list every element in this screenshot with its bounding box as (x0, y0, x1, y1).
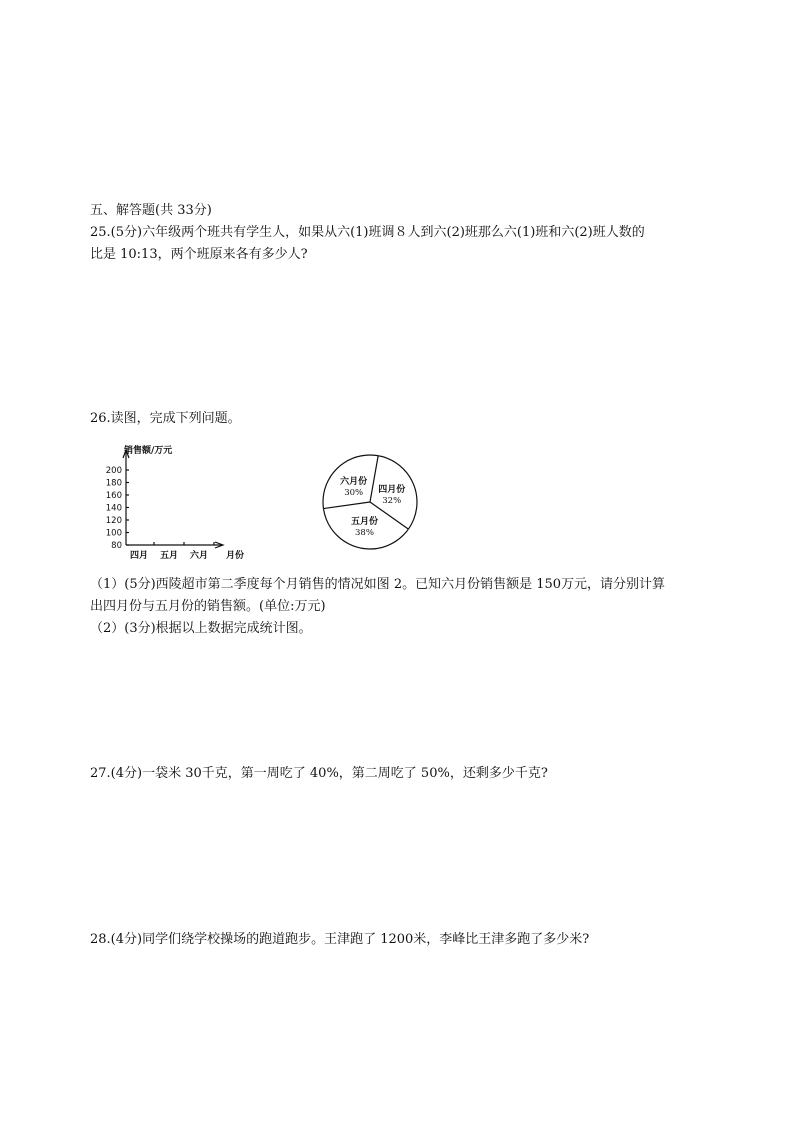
pie-slice-value: 32% (382, 496, 402, 507)
y-tick-label: 120 (105, 516, 122, 526)
question-27: 27.(4分)一袋米 30千克，第一周吃了 40%，第二周吃了 50%，还剩多少千克? (90, 766, 548, 781)
pie-slice-label: 六月份 (340, 477, 368, 488)
bar-chart-ylabel: 销售额/万元 (124, 446, 173, 456)
question-25-line-1: 25.(5分)六年级两个班共有学生人，如果从六(1)班调８人到六(2)班那么六(1)班和六(2)班人数的 (90, 225, 645, 240)
x-tick-label: 四月 (129, 551, 149, 561)
x-tick-label: 五月 (159, 551, 179, 561)
pie-slice-value: 38% (355, 527, 374, 538)
y-tick-label: 180 (105, 478, 122, 489)
bar-chart-axes (123, 450, 223, 548)
question-26-sub1-line-1: （1）(5分)西陵超市第二季度每个月销售的情况如图 2。已知六月份销售额是 150万元，请分别计算 (90, 577, 666, 592)
y-tick-label: 160 (105, 491, 122, 501)
pie-slice-value: 30% (344, 488, 364, 499)
question-26-sub2: （2）(3分)根据以上数据完成统计图。 (90, 621, 312, 636)
bar-chart-xlabel: 月份 (226, 551, 245, 561)
y-tick-label: 80 (111, 541, 122, 551)
pie-chart (318, 450, 422, 554)
question-26-title: 26.读图，完成下列问题。 (90, 411, 241, 426)
pie-slice-label: 四月份 (378, 485, 406, 496)
question-28: 28.(4分)同学们绕学校操场的跑道跑步。王津跑了 1200米，李峰比王津多跑了多少米? (90, 932, 590, 947)
y-tick-label: 100 (105, 528, 122, 539)
bar-chart-empty (96, 440, 266, 565)
section-heading: 五、解答题(共 33分) (90, 203, 212, 218)
question-26-sub1-line-2: 出四月份与五月份的销售额。(单位:万元) (90, 599, 326, 614)
y-tick-label: 140 (105, 503, 122, 514)
pie-slice-label: 五月份 (350, 516, 378, 527)
x-tick-label: 六月 (189, 551, 209, 561)
y-tick-label: 200 (105, 466, 122, 476)
question-25-line-2: 比是 10:13，两个班原来各有多少人? (90, 247, 308, 262)
